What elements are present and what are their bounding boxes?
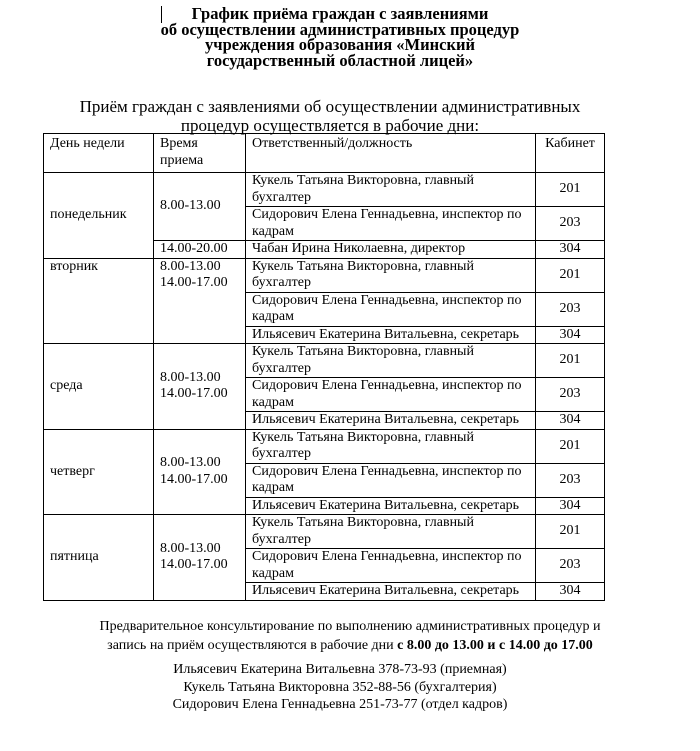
- header-time: Время приема: [154, 134, 246, 173]
- table-header-row: [44, 134, 605, 173]
- time-extra: 14.00-17.00: [160, 471, 228, 487]
- room-cell: 203: [536, 292, 605, 326]
- table-row: [44, 173, 605, 207]
- room-cell: 201: [536, 258, 605, 292]
- day-cell: четверг: [44, 429, 154, 515]
- room-cell: 304: [536, 326, 605, 344]
- time-main: 8.00-13.00: [160, 455, 221, 471]
- person-cell: Ильясевич Екатерина Витальевна, секретарь: [246, 497, 536, 515]
- document-title: [100, 6, 580, 68]
- room-cell: 201: [536, 515, 605, 549]
- contacts-list: [100, 661, 580, 714]
- room-cell: 304: [536, 241, 605, 259]
- person-cell: Сидорович Елена Геннадьевна, инспектор по кадрам: [246, 378, 536, 412]
- table-row: [44, 258, 605, 292]
- person-cell: Ильясевич Екатерина Витальевна, секретарь: [246, 326, 536, 344]
- time-cell: 8.00-13.00: [154, 173, 246, 241]
- table-row: [44, 429, 605, 463]
- room-cell: 304: [536, 412, 605, 430]
- day-cell: понедельник: [44, 173, 154, 259]
- person-cell: Кукель Татьяна Викторовна, главный бухгалтер: [246, 515, 536, 549]
- note-hours: с 8.00 до 13.00 и с 14.00 до 17.00: [397, 638, 593, 653]
- header-person: Ответственный/должность: [246, 134, 536, 173]
- time-cell: [154, 258, 246, 344]
- note-text: запись на приём осуществляются в рабочие дни: [107, 638, 398, 653]
- time-extra: 14.00-17.00: [160, 275, 228, 290]
- person-cell: Кукель Татьяна Викторовна, главный бухгалтер: [246, 429, 536, 463]
- time-cell: [154, 515, 246, 601]
- person-cell: Сидорович Елена Геннадьевна, инспектор по кадрам: [246, 549, 536, 583]
- day-cell: пятница: [44, 515, 154, 601]
- table-row: [44, 515, 605, 549]
- person-cell: Кукель Татьяна Викторовна, главный бухгалтер: [246, 344, 536, 378]
- person-cell: Сидорович Елена Геннадьевна, инспектор по кадрам: [246, 463, 536, 497]
- note-line: [30, 636, 670, 655]
- time-cell: [154, 429, 246, 515]
- room-cell: 304: [536, 583, 605, 601]
- header-room: Кабинет: [536, 134, 605, 173]
- time-main: 8.00-13.00: [160, 258, 221, 274]
- room-cell: 203: [536, 549, 605, 583]
- title-line: График приёма граждан с заявлениями: [191, 4, 489, 23]
- table-row: [44, 344, 605, 378]
- intro-text: [30, 97, 630, 135]
- contact-line: Ильясевич Екатерина Витальевна 378-73-93 (приемная): [173, 662, 507, 677]
- contact-line: Кукель Татьяна Викторовна 352-88-56 (бухгалтерия): [183, 679, 497, 695]
- room-cell: 304: [536, 497, 605, 515]
- time-extra: 14.00-17.00: [160, 557, 228, 573]
- time-main: 8.00-13.00: [160, 540, 221, 556]
- intro-line: Приём граждан с заявлениями об осуществлении административных: [79, 97, 581, 116]
- title-line: об осуществлении административных процедур: [160, 19, 520, 39]
- room-cell: 203: [536, 463, 605, 497]
- title-line: государственный областной лицей»: [206, 50, 474, 70]
- room-cell: 201: [536, 344, 605, 378]
- room-cell: 203: [536, 207, 605, 241]
- room-cell: 203: [536, 378, 605, 412]
- person-cell: Сидорович Елена Геннадьевна, инспектор по кадрам: [246, 292, 536, 326]
- person-cell: Ильясевич Екатерина Витальевна, секретарь: [246, 583, 536, 601]
- contact-line: Сидорович Елена Геннадьевна 251-73-77 (отдел кадров): [172, 697, 508, 712]
- note-line: Предварительное консультирование по выполнению административных процедур и: [99, 619, 601, 634]
- person-cell: Кукель Татьяна Викторовна, главный бухгалтер: [246, 173, 536, 207]
- day-cell: вторник: [44, 258, 154, 344]
- time-cell: [154, 344, 246, 430]
- room-cell: 201: [536, 173, 605, 207]
- title-line: учреждения образования «Минский: [205, 35, 475, 54]
- person-cell: Кукель Татьяна Викторовна, главный бухгалтер: [246, 258, 536, 292]
- header-day: День недели: [44, 134, 154, 173]
- person-cell: Сидорович Елена Геннадьевна, инспектор по кадрам: [246, 207, 536, 241]
- person-cell: Ильясевич Екатерина Витальевна, секретарь: [246, 412, 536, 430]
- schedule-table: [43, 133, 605, 601]
- consultation-note: [30, 617, 670, 655]
- time-main: 8.00-13.00: [160, 369, 221, 385]
- person-cell: Чабан Ирина Николаевна, директор: [246, 241, 536, 259]
- time-extra: 14.00-17.00: [160, 386, 228, 402]
- room-cell: 201: [536, 429, 605, 463]
- day-cell: среда: [44, 344, 154, 430]
- intro-line: процедур осуществляется в рабочие дни:: [180, 116, 480, 135]
- time-cell: 14.00-20.00: [154, 241, 246, 259]
